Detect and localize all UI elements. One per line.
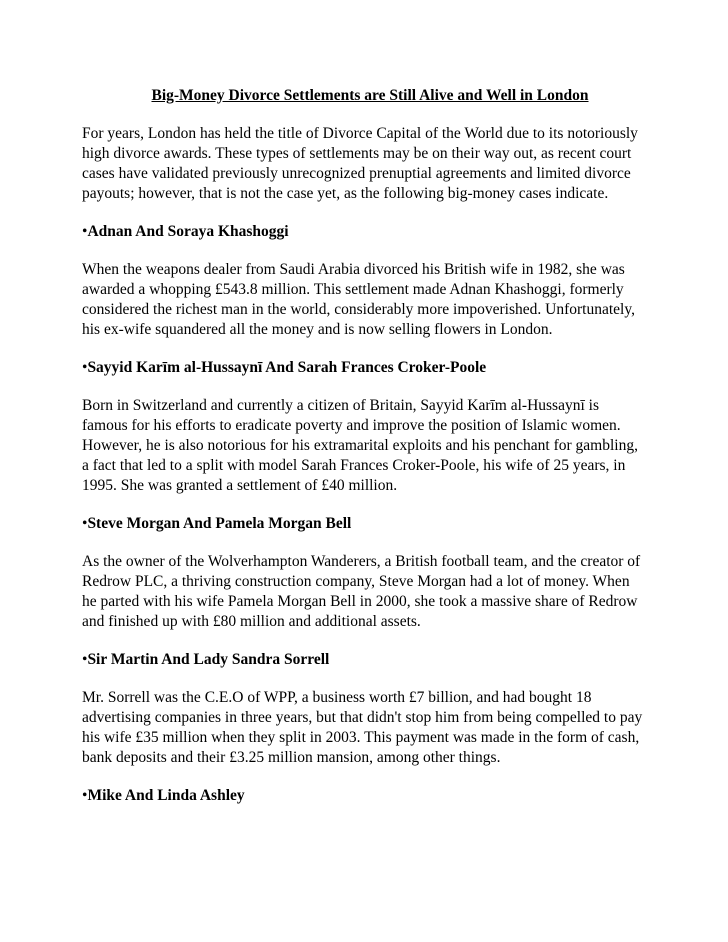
section-heading-text: Steve Morgan And Pamela Morgan Bell: [87, 515, 352, 532]
section-heading-text: Sayyid Karīm al-Hussaynī And Sarah Frances Croker-Poole: [87, 359, 487, 376]
section-body-khashoggi: When the weapons dealer from Saudi Arabia divorced his British wife in 1982, she was awarded a whopping £543.8 million. This settlement made Adnan Khashoggi, formerly considered the richest man in the world, considerably more impoverished. Unfortunately, his ex-wife squandered all the money and is now selling flowers in London.: [82, 261, 635, 338]
section-body-hussayni: Born in Switzerland and currently a citizen of Britain, Sayyid Karīm al-Hussaynī is famous for his efforts to eradicate poverty and improve the position of Islamic women. However, he is also notorious for his extramarital exploits and his penchant for gambling, a fact that led to a split with model Sarah Frances Croker-Poole, his wife of 25 years, in 1995. She was granted a settlement of £40 million.: [82, 397, 638, 494]
bullet: •: [82, 223, 88, 240]
section-heading-text: Adnan And Soraya Khashoggi: [87, 223, 289, 240]
bullet: •: [82, 651, 88, 668]
section-heading-text: Mike And Linda Ashley: [87, 787, 245, 804]
document-page: [82, 86, 648, 824]
section-heading-sorrell: [82, 650, 648, 670]
section-heading-khashoggi: [82, 222, 648, 242]
section-heading-text: Sir Martin And Lady Sandra Sorrell: [87, 651, 330, 668]
section-heading-morgan: [82, 514, 648, 534]
bullet: •: [82, 515, 88, 532]
section-heading-hussayni: [82, 358, 648, 378]
section-body-sorrell: Mr. Sorrell was the C.E.O of WPP, a business worth £7 billion, and had bought 18 advertising companies in three years, but that didn't stop him from being compelled to pay his wife £35 million when they split in 2003. This payment was made in the form of cash, bank deposits and their £3.25 million mansion, among other things.: [82, 689, 643, 766]
section-body-morgan: As the owner of the Wolverhampton Wanderers, a British football team, and the creator of Redrow PLC, a thriving construction company, Steve Morgan had a lot of money. When he parted with his wife Pamela Morgan Bell in 2000, she took a massive share of Redrow and finished up with £80 million and additional assets.: [82, 553, 641, 630]
intro-paragraph: For years, London has held the title of Divorce Capital of the World due to its notoriously high divorce awards. These types of settlements may be on their way out, as recent court cases have validated previously unrecognized prenuptial agreements and limited divorce payouts; however, that is not the case yet, as the following big-money cases indicate.: [82, 125, 638, 202]
bullet: •: [82, 787, 88, 804]
bullet: •: [82, 359, 88, 376]
document-title: Big-Money Divorce Settlements are Still Alive and Well in London: [151, 87, 589, 104]
section-heading-ashley: [82, 786, 648, 806]
